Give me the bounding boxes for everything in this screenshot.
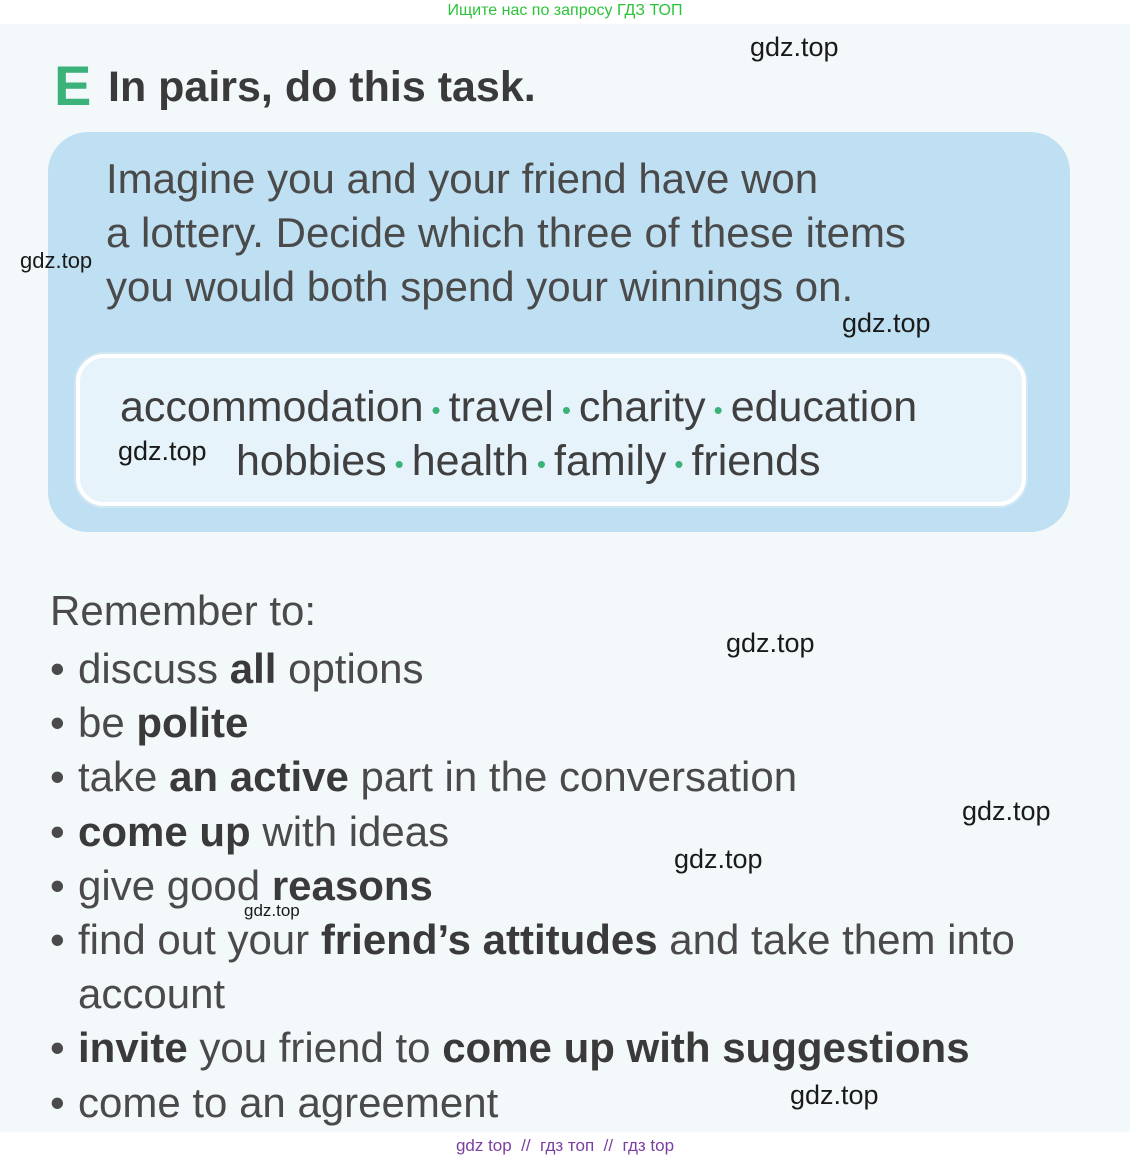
emphasis-text: reasons bbox=[271, 861, 433, 909]
item-text: options bbox=[276, 645, 424, 692]
watermark: gdz.top bbox=[20, 248, 93, 273]
item-text: take bbox=[78, 753, 170, 801]
emphasis-text: come up bbox=[78, 807, 251, 855]
emphasis-text: invite bbox=[78, 1024, 188, 1072]
remember-item bbox=[50, 805, 1100, 859]
bottom-banner: gdz top // гдз топ // гдз top bbox=[455, 1136, 675, 1155]
watermark: gdz.top bbox=[790, 1080, 879, 1110]
bullet-dot: • bbox=[50, 1078, 65, 1126]
emphasis-text: all bbox=[229, 645, 277, 692]
option-word: hobbies bbox=[236, 437, 387, 485]
option-word: education bbox=[730, 383, 918, 431]
bullet-dot: • bbox=[50, 807, 65, 855]
option-word: charity bbox=[578, 383, 706, 431]
section-letter: E bbox=[54, 54, 92, 117]
item-text: discuss bbox=[78, 645, 230, 692]
emphasis-text: an active bbox=[169, 753, 349, 801]
remember-item bbox=[50, 750, 1100, 804]
option-separator: • bbox=[431, 394, 441, 425]
remember-heading: Remember to: bbox=[50, 587, 317, 634]
watermark: gdz.top bbox=[726, 628, 815, 658]
bullet-dot: • bbox=[50, 699, 65, 747]
emphasis-text: polite bbox=[136, 699, 249, 747]
item-text: part in the conversation bbox=[348, 753, 798, 801]
bullet-dot: • bbox=[50, 916, 65, 964]
bullet-dot: • bbox=[50, 1024, 65, 1072]
emphasis-text: come up with suggestions bbox=[442, 1024, 970, 1072]
watermark: gdz.top bbox=[842, 308, 931, 338]
item-text: and take them into account bbox=[78, 916, 1015, 1018]
emphasis-text: friend’s attitudes bbox=[320, 916, 658, 964]
watermark: gdz.top bbox=[750, 32, 839, 62]
bullet-dot: • bbox=[50, 753, 65, 801]
task-line: Imagine you and your friend have won bbox=[106, 155, 819, 202]
option-separator: • bbox=[674, 448, 684, 479]
option-separator: • bbox=[394, 448, 404, 479]
remember-item bbox=[50, 642, 1100, 696]
top-banner: Ищите нас по запросу ГДЗ ТОП bbox=[447, 2, 683, 19]
option-separator: • bbox=[536, 448, 547, 479]
watermark: gdz.top bbox=[244, 901, 300, 920]
remember-item bbox=[50, 1021, 1100, 1075]
option-word: accommodation bbox=[120, 383, 424, 431]
task-instructions bbox=[106, 152, 1026, 314]
section-title: In pairs, do this task. bbox=[108, 63, 536, 111]
watermark: gdz.top bbox=[674, 844, 763, 874]
watermark: gdz.top bbox=[118, 436, 207, 466]
task-line: you would both spend your winnings on. bbox=[106, 263, 854, 310]
item-text: find out your bbox=[78, 916, 321, 964]
option-word: travel bbox=[448, 383, 554, 431]
item-text: come to an agreement bbox=[78, 1078, 499, 1126]
item-text: you friend to bbox=[187, 1024, 443, 1072]
task-line: a lottery. Decide which three of these items bbox=[106, 209, 906, 256]
option-word: family bbox=[554, 437, 667, 485]
option-separator: • bbox=[713, 394, 723, 425]
option-word: health bbox=[411, 437, 529, 485]
remember-item bbox=[50, 696, 1100, 750]
remember-item bbox=[50, 913, 1100, 1021]
option-separator: • bbox=[561, 394, 571, 425]
options-row-1 bbox=[120, 383, 918, 431]
item-text: with ideas bbox=[250, 807, 450, 855]
remember-list bbox=[50, 642, 1100, 1130]
option-word: friends bbox=[691, 437, 821, 485]
watermark: gdz.top bbox=[962, 796, 1051, 826]
bullet-dot: • bbox=[50, 645, 65, 692]
remember-item bbox=[50, 859, 1100, 913]
bullet-dot: • bbox=[50, 861, 65, 909]
remember-item bbox=[50, 1076, 1100, 1130]
item-text: give good bbox=[78, 861, 272, 909]
options-row-2 bbox=[236, 437, 821, 485]
item-text: be bbox=[78, 699, 137, 747]
